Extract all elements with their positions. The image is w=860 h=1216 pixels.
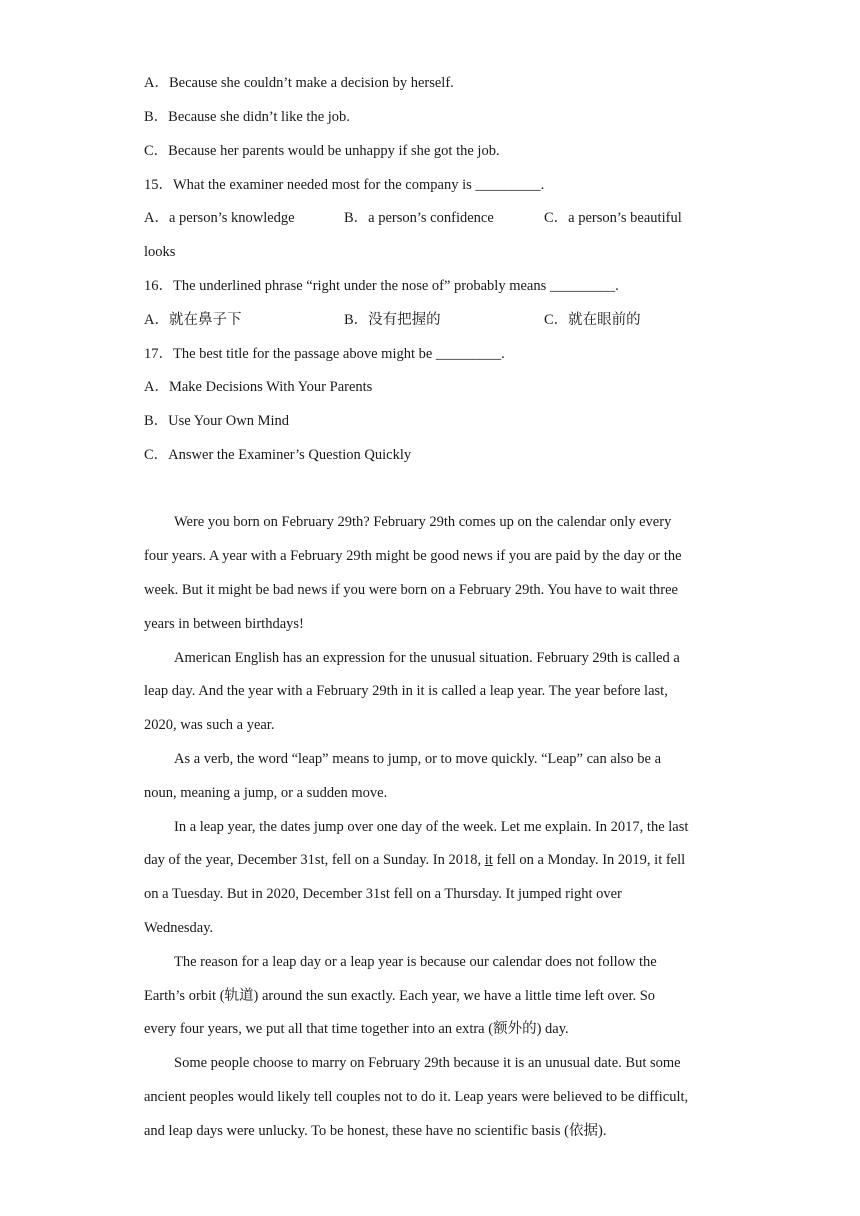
q15-option-c-continued: looks bbox=[144, 244, 176, 260]
q16-option-b: B．没有把握的 bbox=[344, 312, 441, 328]
passage-p4-line: Wednesday. bbox=[144, 920, 214, 936]
passage-p2-line: 2020, was such a year. bbox=[144, 717, 275, 733]
passage-p4-line bbox=[144, 850, 685, 870]
passage-p3-line: As a verb, the word “leap” means to jump, or to move quickly. “Leap” can also be a bbox=[174, 751, 662, 767]
passage-p1-line: week. But it might be bad news if you were born on a February 29th. You have to wait three bbox=[144, 582, 678, 598]
passage-p1-line: Were you born on February 29th? February 29th comes up on the calendar only every bbox=[174, 514, 672, 530]
underlined-word: it bbox=[484, 852, 493, 868]
q14-option-c: C．Because her parents would be unhappy if she got the job. bbox=[144, 143, 500, 159]
q16-option-c: C．就在眼前的 bbox=[544, 312, 641, 328]
passage-p5-line: The reason for a leap day or a leap year is because our calendar does not follow the bbox=[174, 954, 657, 970]
passage-p5-line: every four years, we put all that time together into an extra (额外的) day. bbox=[144, 1021, 569, 1037]
q15-option-b: B．a person’s confidence bbox=[344, 210, 494, 226]
q17-option-a: A．Make Decisions With Your Parents bbox=[144, 379, 373, 395]
passage-p4-text: day of the year, December 31st, fell on a Sunday. In 2018, bbox=[144, 852, 485, 868]
passage-p6-line: and leap days were unlucky. To be honest, these have no scientific basis (依据). bbox=[144, 1123, 607, 1139]
passage-p4-line: on a Tuesday. But in 2020, December 31st fell on a Thursday. It jumped right over bbox=[144, 886, 622, 902]
passage-p1-line: years in between birthdays! bbox=[144, 616, 304, 632]
q16-stem: 16．The underlined phrase “right under the nose of” probably means _________. bbox=[144, 278, 619, 294]
q16-options-row bbox=[144, 310, 744, 330]
q17-option-b: B．Use Your Own Mind bbox=[144, 413, 290, 429]
passage-p4-line: In a leap year, the dates jump over one day of the week. Let me explain. In 2017, the last bbox=[174, 819, 689, 835]
passage-p2-line: leap day. And the year with a February 29th in it is called a leap year. The year before last, bbox=[144, 683, 668, 699]
q15-option-a: A．a person’s knowledge bbox=[144, 210, 295, 226]
passage-p3-line: noun, meaning a jump, or a sudden move. bbox=[144, 785, 388, 801]
q17-stem: 17．The best title for the passage above might be _________. bbox=[144, 346, 505, 362]
q15-options-row bbox=[144, 208, 744, 228]
q16-option-a: A．就在鼻子下 bbox=[144, 312, 242, 328]
q15-option-c: C．a person’s beautiful bbox=[544, 210, 682, 226]
q14-option-a: A．Because she couldn’t make a decision by herself. bbox=[144, 75, 454, 91]
passage-p6-line: ancient peoples would likely tell couples not to do it. Leap years were believed to be difficult, bbox=[144, 1089, 689, 1105]
q17-option-c: C．Answer the Examiner’s Question Quickly bbox=[144, 447, 412, 463]
q15-stem: 15．What the examiner needed most for the company is _________. bbox=[144, 177, 545, 193]
passage-p6-line: Some people choose to marry on February 29th because it is an unusual date. But some bbox=[174, 1055, 681, 1071]
passage-p4-text: fell on a Monday. In 2019, it fell bbox=[492, 852, 686, 868]
passage-p2-line: American English has an expression for the unusual situation. February 29th is called a bbox=[174, 650, 680, 666]
passage-p1-line: four years. A year with a February 29th might be good news if you are paid by the day or the bbox=[144, 548, 682, 564]
passage-p5-line: Earth’s orbit (轨道) around the sun exactly. Each year, we have a little time left over. So bbox=[144, 988, 656, 1004]
q14-option-b: B．Because she didn’t like the job. bbox=[144, 109, 350, 125]
